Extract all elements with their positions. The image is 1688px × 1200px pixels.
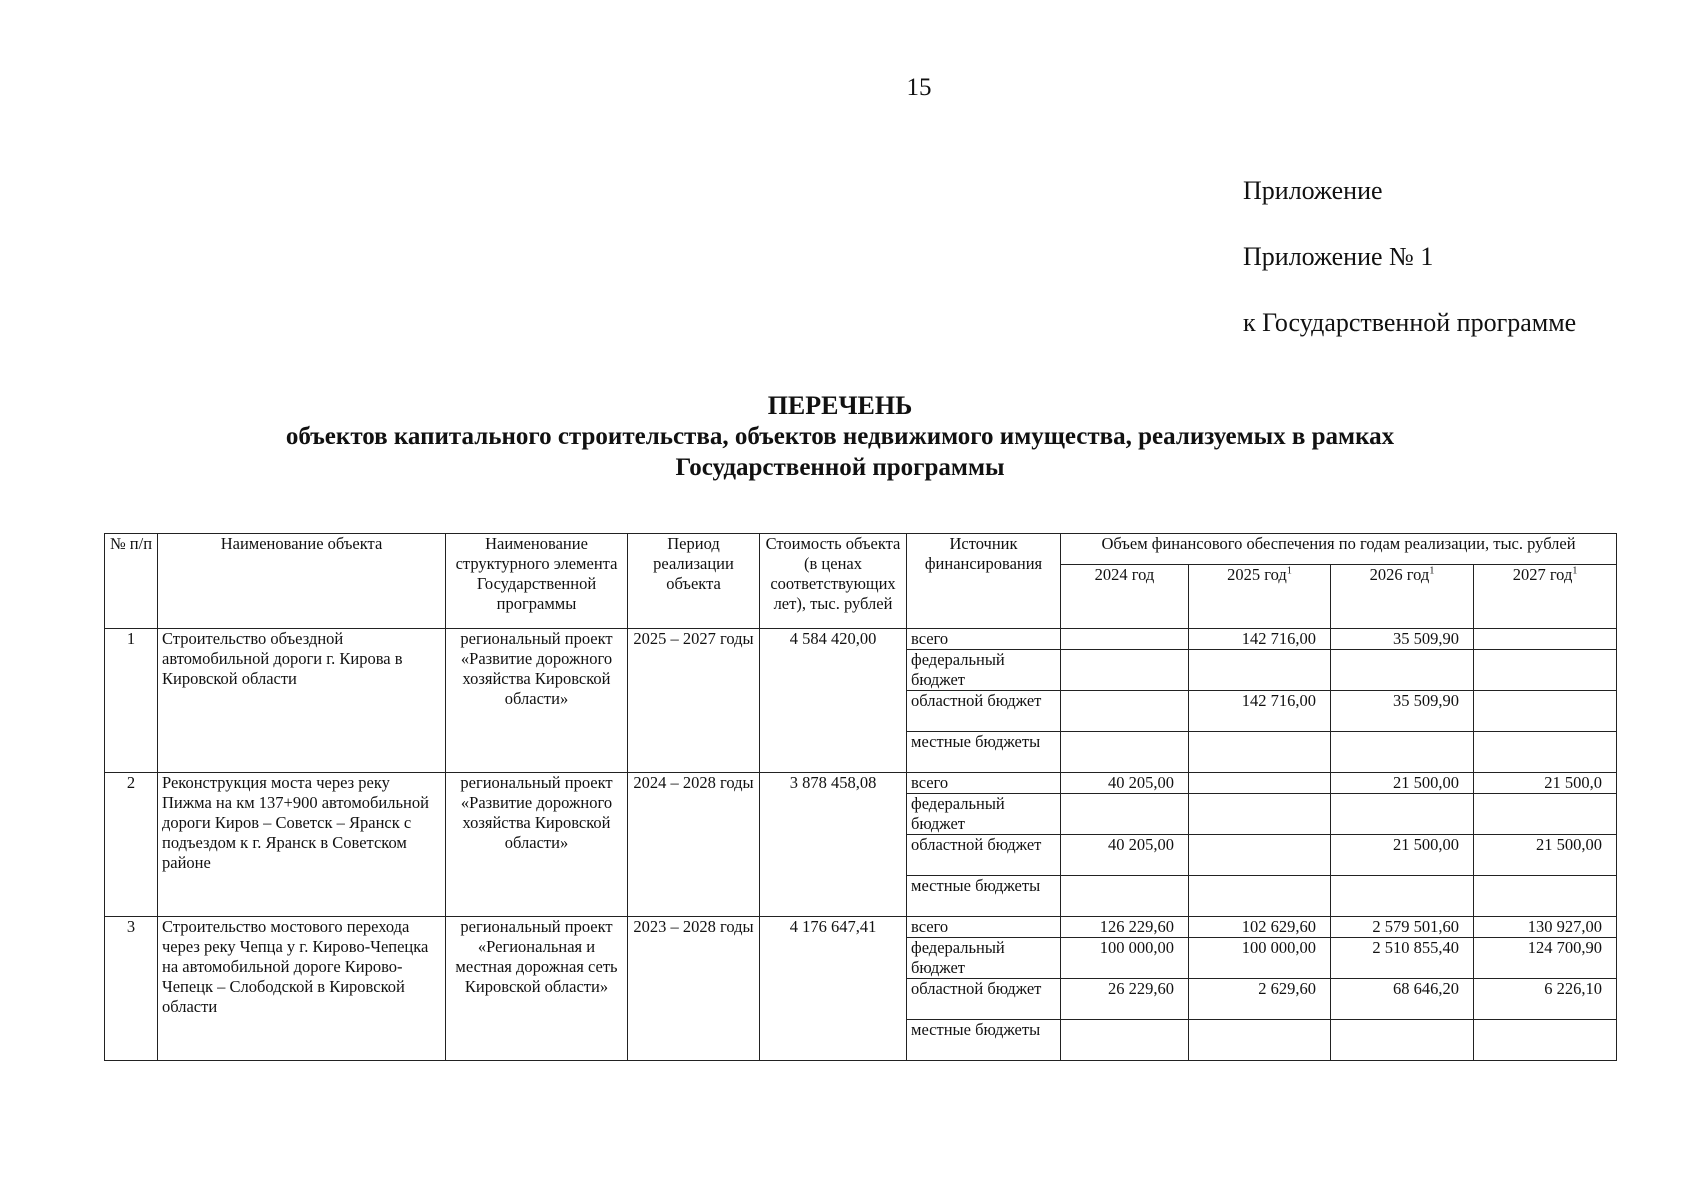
value-cell <box>1474 650 1617 691</box>
value-cell <box>1474 691 1617 732</box>
row-num: 3 <box>105 917 158 1061</box>
value-cell: 142 716,00 <box>1189 691 1331 732</box>
row-source-local: местные бюджеты <box>907 876 1061 917</box>
row-source-federal: федеральный бюджет <box>907 938 1061 979</box>
value-cell: 40 205,00 <box>1061 835 1189 876</box>
value-cell <box>1061 732 1189 773</box>
value-cell: 2 629,60 <box>1189 979 1331 1020</box>
value-cell <box>1331 650 1474 691</box>
header-cost: Стоимость объекта (в ценах соответствующих лет), тыс. рублей <box>760 534 907 629</box>
row-cost: 4 176 647,41 <box>760 917 907 1061</box>
header-source: Источник финансирования <box>907 534 1061 629</box>
title-main: ПЕРЕЧЕНЬ <box>767 391 913 420</box>
value-cell: 100 000,00 <box>1189 938 1331 979</box>
value-cell: 21 500,00 <box>1474 835 1617 876</box>
value-cell <box>1061 1020 1189 1061</box>
value-cell <box>1331 794 1474 835</box>
document-title <box>100 390 1580 483</box>
row-source-regional: областной бюджет <box>907 691 1061 732</box>
header-year-2025: 2025 год$^1$ <box>1189 565 1331 629</box>
row-source-total: всего <box>907 917 1061 938</box>
row-period: 2025 – 2027 годы <box>628 629 760 773</box>
value-cell <box>1474 876 1617 917</box>
row-source-regional: областной бюджет <box>907 835 1061 876</box>
value-cell <box>1189 1020 1331 1061</box>
value-cell: 21 500,00 <box>1331 835 1474 876</box>
header-year-2026: 2026 год$^1$ <box>1331 565 1474 629</box>
row-period: 2023 – 2028 годы <box>628 917 760 1061</box>
row-object-name: Строительство объездной автомобильной дороги г. Кирова в Кировской области <box>158 629 446 773</box>
header-row-1 <box>105 534 1617 565</box>
row-object-name: Строительство мостового перехода через реку Чепца у г. Кирово-Чепецка на автомобильной дороге Кирово-Чепецк – Слободской в Кировской области <box>158 917 446 1061</box>
row-period: 2024 – 2028 годы <box>628 773 760 917</box>
row-source-total: всего <box>907 629 1061 650</box>
title-line-2: Государственной программы <box>675 454 1005 481</box>
table-row <box>105 773 1617 794</box>
value-cell: 21 500,0 <box>1474 773 1617 794</box>
value-cell <box>1331 732 1474 773</box>
value-cell: 2 510 855,40 <box>1331 938 1474 979</box>
row-source-federal: федеральный бюджет <box>907 794 1061 835</box>
table-row <box>105 917 1617 938</box>
value-cell: 102 629,60 <box>1189 917 1331 938</box>
row-num: 1 <box>105 629 158 773</box>
value-cell <box>1331 876 1474 917</box>
objects-table <box>104 533 1617 1061</box>
table-row <box>105 629 1617 650</box>
value-cell: 35 509,90 <box>1331 691 1474 732</box>
row-source-regional: областной бюджет <box>907 979 1061 1020</box>
value-cell: 35 509,90 <box>1331 629 1474 650</box>
value-cell: 130 927,00 <box>1474 917 1617 938</box>
row-source-local: местные бюджеты <box>907 1020 1061 1061</box>
value-cell <box>1189 835 1331 876</box>
header-period: Период реализации объекта <box>628 534 760 629</box>
value-cell <box>1189 732 1331 773</box>
value-cell <box>1474 1020 1617 1061</box>
appendix-block <box>1243 178 1576 376</box>
row-source-total: всего <box>907 773 1061 794</box>
value-cell <box>1061 794 1189 835</box>
header-year-2027: 2027 год$^1$ <box>1474 565 1617 629</box>
row-object-name: Реконструкция моста через реку Пижма на км 137+900 автомобильной дороги Киров – Советск – Яранск с подъездом к г. Яранск в Советском районе <box>158 773 446 917</box>
appendix-line-2: Приложение № 1 <box>1243 242 1434 271</box>
value-cell <box>1189 876 1331 917</box>
row-structural-element: региональный проект «Региональная и местная дорожная сеть Кировской области» <box>446 917 628 1061</box>
value-cell <box>1474 794 1617 835</box>
value-cell <box>1061 876 1189 917</box>
header-volume: Объем финансового обеспечения по годам реализации, тыс. рублей <box>1061 534 1617 565</box>
value-cell <box>1061 691 1189 732</box>
row-source-local: местные бюджеты <box>907 732 1061 773</box>
value-cell: 6 226,10 <box>1474 979 1617 1020</box>
value-cell <box>1189 650 1331 691</box>
appendix-line-1: Приложение <box>1243 176 1383 205</box>
value-cell: 124 700,90 <box>1474 938 1617 979</box>
appendix-line-3: к Государственной программе <box>1243 308 1577 337</box>
page-number: 15 <box>906 74 932 101</box>
row-cost: 3 878 458,08 <box>760 773 907 917</box>
value-cell <box>1061 629 1189 650</box>
value-cell: 40 205,00 <box>1061 773 1189 794</box>
value-cell: 126 229,60 <box>1061 917 1189 938</box>
value-cell: 100 000,00 <box>1061 938 1189 979</box>
header-num: № п/п <box>105 534 158 629</box>
value-cell <box>1474 629 1617 650</box>
value-cell <box>1189 773 1331 794</box>
value-cell <box>1189 794 1331 835</box>
value-cell <box>1061 650 1189 691</box>
value-cell: 21 500,00 <box>1331 773 1474 794</box>
row-source-federal: федеральный бюджет <box>907 650 1061 691</box>
header-object-name: Наименование объекта <box>158 534 446 629</box>
header-structural-element: Наименование структурного элемента Государственной программы <box>446 534 628 629</box>
value-cell: 142 716,00 <box>1189 629 1331 650</box>
title-line-1: объектов капитального строительства, объектов недвижимого имущества, реализуемых в рамках <box>285 423 1395 450</box>
value-cell <box>1474 732 1617 773</box>
value-cell: 26 229,60 <box>1061 979 1189 1020</box>
row-structural-element: региональный проект «Развитие дорожного хозяйства Кировской области» <box>446 629 628 773</box>
value-cell: 2 579 501,60 <box>1331 917 1474 938</box>
row-structural-element: региональный проект «Развитие дорожного хозяйства Кировской области» <box>446 773 628 917</box>
row-num: 2 <box>105 773 158 917</box>
row-cost: 4 584 420,00 <box>760 629 907 773</box>
value-cell: 68 646,20 <box>1331 979 1474 1020</box>
value-cell <box>1331 1020 1474 1061</box>
header-year-2024: 2024 год <box>1061 565 1189 629</box>
